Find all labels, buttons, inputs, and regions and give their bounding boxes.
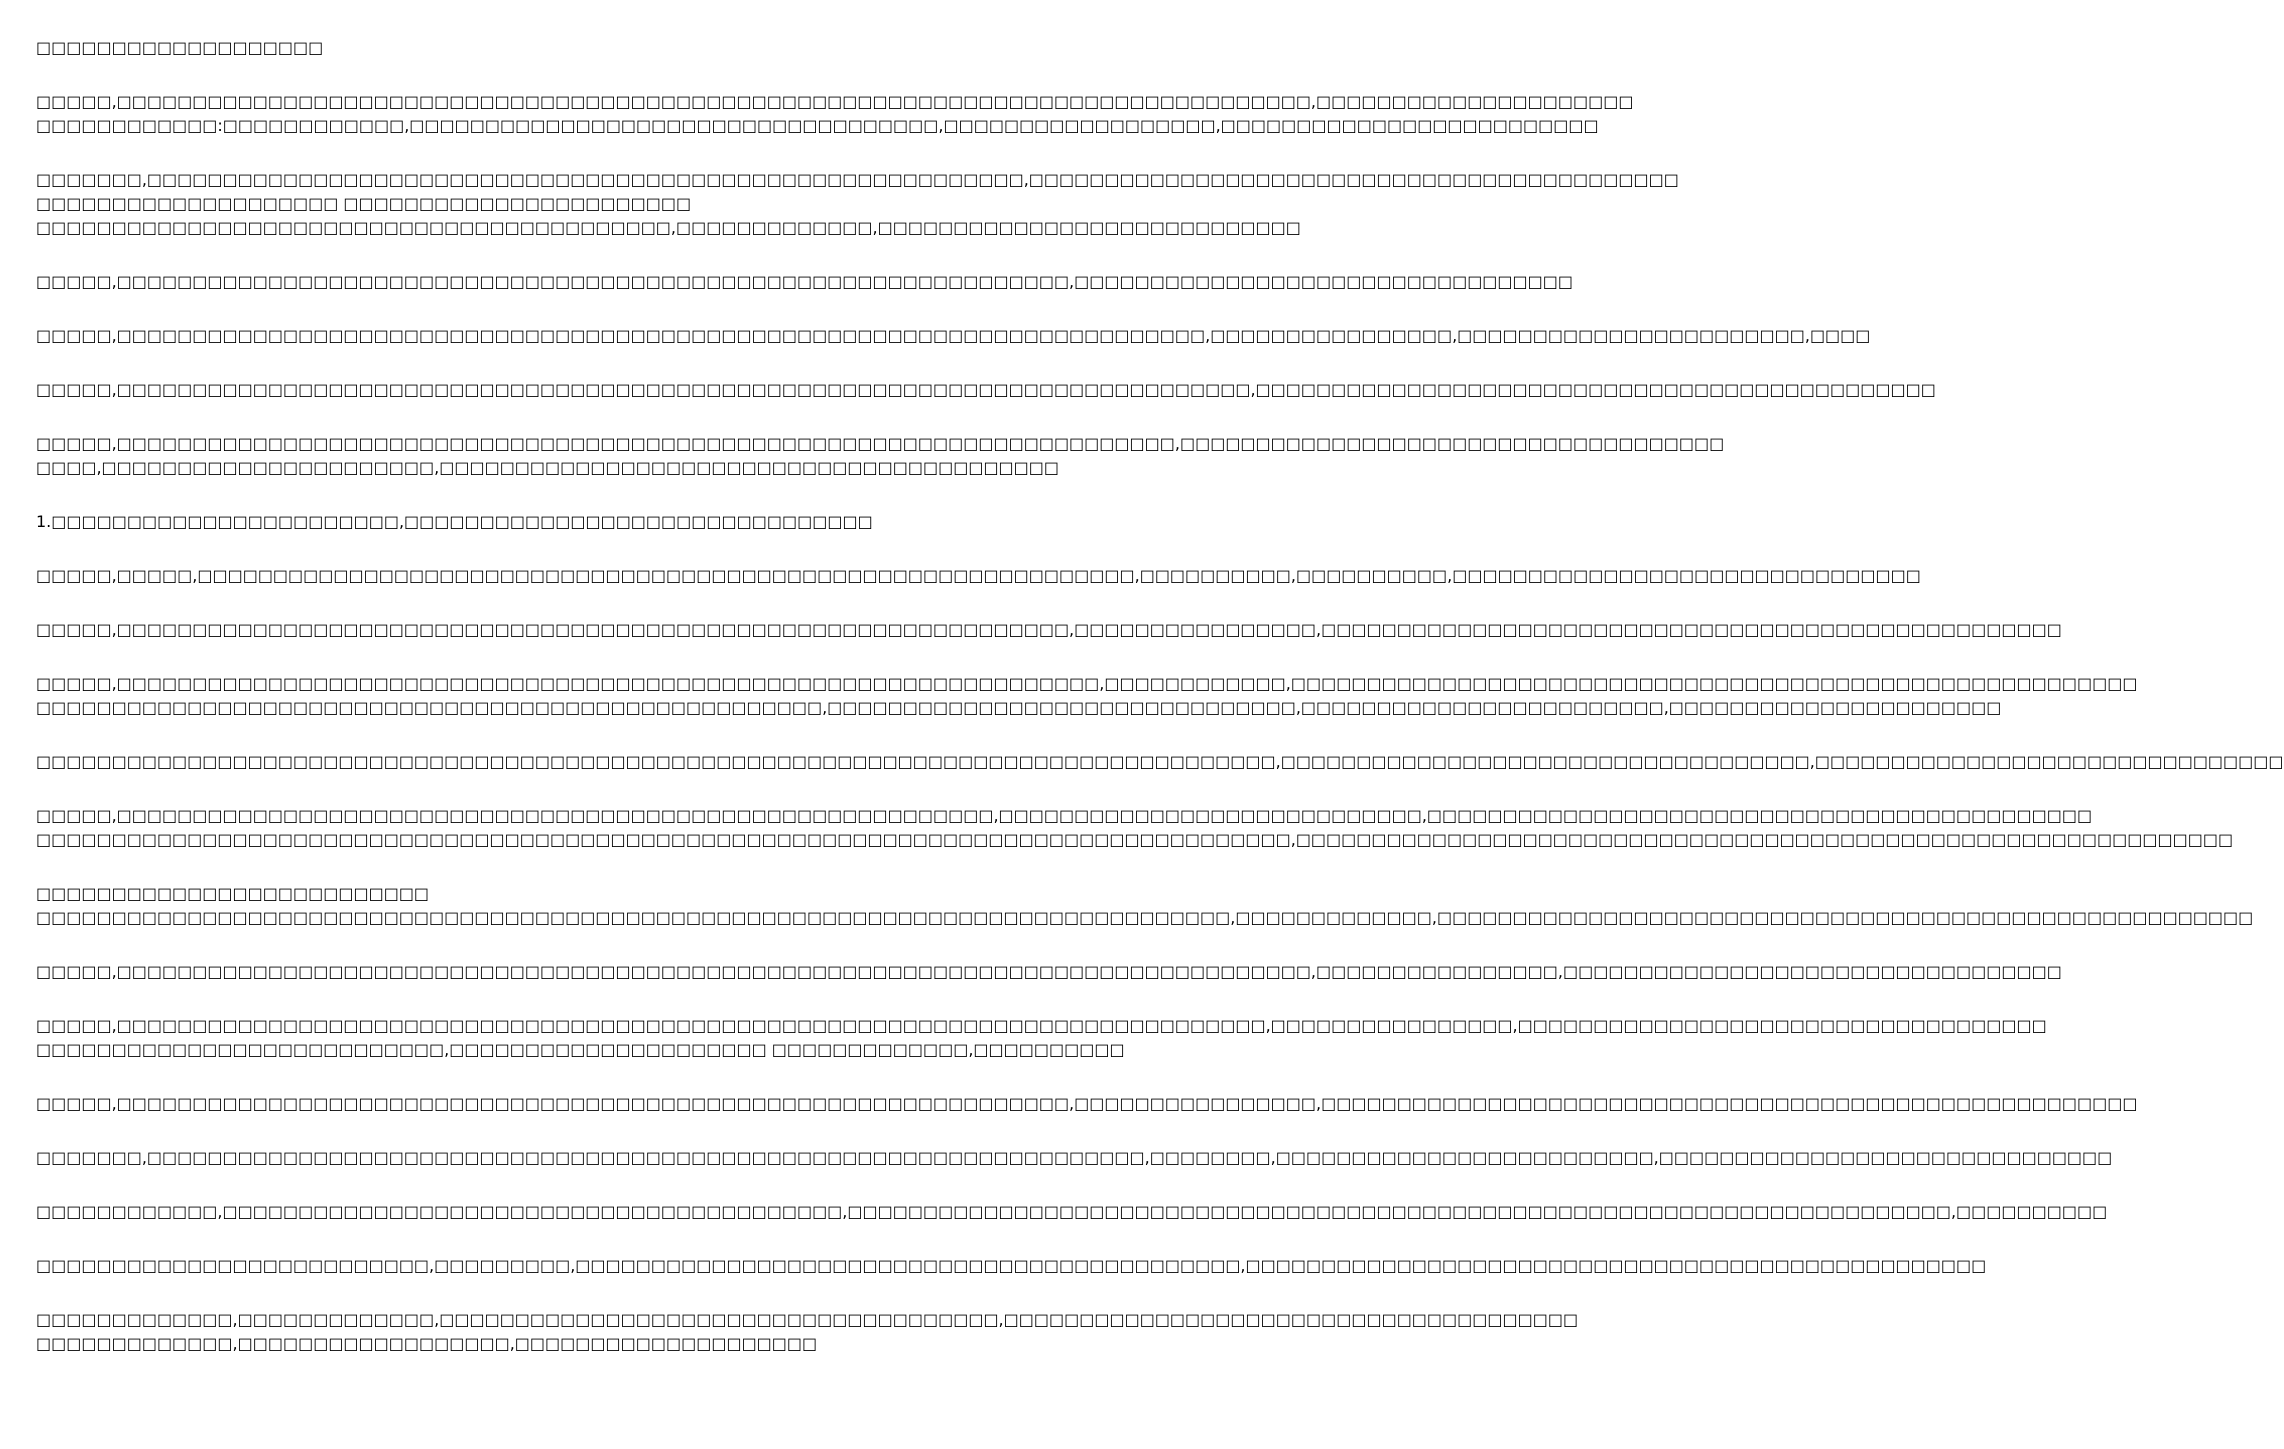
paragraph: [36, 960, 2062, 984]
text-line: □□□□□□□□□□□□□□□□□□□□ □□□□□□□□□□□□□□□□□□□□□□□: [36, 194, 692, 213]
paragraph: [36, 168, 1679, 240]
text-line: □□□□□,□□□□□□□□□□□□□□□□□□□□□□□□□□□□□□□□□□□□□□□□□□□□□□□□□□□□□□□□□□□□□□□□□□□□□□□□□□□□□□□,□□□□□□□□□□□□□□□□□□□□□: [36, 92, 1634, 111]
text-line: □□□□□,□□□□□□□□□□□□□□□□□□□□□□□□□□□□□□□□□□□□□□□□□□□□□□□□□□□□□□□□□□□□□□□□□□□□□□□□□□□□□□□,□□□□□□□□□□□□□□□□,□□□□□□□□□□□□□□□□□□□□□□□□□□□□□□□□□: [36, 962, 2062, 981]
text-line: □□□□□,□□□□□,□□□□□□□□□□□□□□□□□□□□□□□□□□□□□□□□□□□□□□□□□□□□□□□□□□□□□□□□□□□□□□,□□□□□□□□□□,□□□□□□□□□□,□□□□□□□□□□□□□□□□□□□□□□□□□□□□□□□: [36, 566, 1921, 585]
paragraph-gap: [36, 60, 990, 90]
paragraph: [36, 36, 990, 60]
text-line: □□□□□,□□□□□□□□□□□□□□□□□□□□□□□□□□□□□□□□□□□□□□□□□□□□□□□□□□□□□□□□□□□□□□□□□□□□□□□□□□□,□□□□□□□□□□□□□□□□□□□□□□□□□□□□□□□□□□□□□□□□□□□□□: [36, 380, 1936, 399]
paragraph: [36, 672, 2138, 720]
text-line: □□□□□,□□□□□□□□□□□□□□□□□□□□□□□□□□□□□□□□□□□□□□□□□□□□□□□□□□□□□□□□□□□□□□□,□□□□□□□□□□□□□□□□,□□□□□□□□□□□□□□□□□□□□□□□□□□□□□□□□□□□□□□□□□□□□□□□□□: [36, 620, 2062, 639]
paragraph: [36, 750, 2284, 774]
paragraph: [36, 1200, 2108, 1224]
text-line: □□□□□□□□□□□□□,□□□□□□□□□□□□□,□□□□□□□□□□□□□□□□□□□□□□□□□□□□□□□□□□□□□,□□□□□□□□□□□□□□□□□□□□□□□□□□□□□□□□□□□□□□: [36, 1310, 1579, 1329]
text-line: □□□□□□□□□□□□□□□□□□□□□□□□□□□□□□□□□□□□□□□□□□□□□□□□□□□□,□□□□□□□□□□□□□□□□□□□□□□□□□□□□□□□,□□□□□□□□□□□□□□□□□□□□□□□□,□□□□□□□□□□□□□□□□□□□□□□: [36, 698, 2002, 717]
paragraph-gap: [36, 480, 990, 510]
paragraph-gap: [36, 930, 990, 960]
paragraph-gap: [36, 240, 990, 270]
paragraph-gap: [36, 1278, 990, 1308]
text-line: □□□□□□□□□□□□□□□□□□□□□□□□□□: [36, 884, 430, 903]
paragraph: [36, 378, 1936, 402]
text-line: □□□□□□□,□□□□□□□□□□□□□□□□□□□□□□□□□□□□□□□□□□□□□□□□□□□□□□□□□□□□□□□□□□□□□□□□□□,□□□□□□□□,□□□□□□□□□□□□□□□□□□□□□□□□□,□□□□□□□□□□□□□□□□□□□□□□□□□□□□□□: [36, 1148, 2113, 1167]
paragraph-gap: [36, 534, 990, 564]
paragraph-gap: [36, 1224, 990, 1254]
text-line: □□□□□□□□□□□□□□□□□□□□□□□□□□□□□□□□□□□□□□□□□□□□□□□□□□□□□□□□□□□□□□□□□□□□□□□□□□□□□□□,□□□□□□□□□□□□□,□□□□□□□□□□□□□□□□□□□□□□□□□□□□□□□□□□□□□□□□□□□□□□□□□□□□□□: [36, 908, 2254, 927]
paragraph-gap: [36, 138, 990, 168]
paragraph: [36, 1308, 1579, 1356]
text-line: □□□□□□□□□□□□□□□□□□□□□□□□□□,□□□□□□□□□,□□□□□□□□□□□□□□□□□□□□□□□□□□□□□□□□□□□□□□□□□□□□,□□□□□□□□□□□□□□□□□□□□□□□□□□□□□□□□□□□□□□□□□□□□□□□□□: [36, 1256, 1987, 1275]
text-line: □□□□□,□□□□□□□□□□□□□□□□□□□□□□□□□□□□□□□□□□□□□□□□□□□□□□□□□□□□□□□□□□□□□□□,□□□□□□□□□□□□□□□□□□□□□□□□□□□□□□□□□: [36, 272, 1574, 291]
paragraph: [36, 1014, 2047, 1062]
paragraph: [36, 1146, 2113, 1170]
text-line: □□□□□□□,□□□□□□□□□□□□□□□□□□□□□□□□□□□□□□□□□□□□□□□□□□□□□□□□□□□□□□□□□□,□□□□□□□□□□□□□□□□□□□□□□□□□□□□□□□□□□□□□□□□□□□: [36, 170, 1679, 189]
text-line: □□□□□,□□□□□□□□□□□□□□□□□□□□□□□□□□□□□□□□□□□□□□□□□□□□□□□□□□□□□□□□□□□□□□□□□□□□□□,□□□□□□□□□□□□□□□□□□□□□□□□□□□□□□□□□□□□: [36, 434, 1725, 453]
paragraph: [36, 432, 1725, 480]
paragraph: [36, 1092, 2138, 1116]
paragraph-gap: [36, 1170, 990, 1200]
paragraph-gap: [36, 984, 990, 1014]
text-line: □□□□□□□□□□□□□□□□□□□□□□□□□□□,□□□□□□□□□□□□□□□□□□□□□ □□□□□□□□□□□□□,□□□□□□□□□□: [36, 1040, 1125, 1059]
paragraph-gap: [36, 720, 990, 750]
text-line: □□□□□□□□□□□□:□□□□□□□□□□□□,□□□□□□□□□□□□□□□□□□□□□□□□□□□□□□□□□□□,□□□□□□□□□□□□□□□□□□,□□□□□□□□□□□□□□□□□□□□□□□□□: [36, 116, 1599, 135]
paragraph-gap: [36, 774, 990, 804]
paragraph-gap: [36, 402, 990, 432]
paragraph-gap: [36, 348, 990, 378]
text-line: □□□□□□□□□□□□,□□□□□□□□□□□□□□□□□□□□□□□□□□□□□□□□□□□□□□□□□,□□□□□□□□□□□□□□□□□□□□□□□□□□□□□□□□□□□□□□□□□□□□□□□□□□□□□□□□□□□□□□□□□□□□□□□□□,□□□□□□□□□□: [36, 1202, 2108, 1221]
paragraph: [36, 804, 2234, 852]
text-line: □□□□,□□□□□□□□□□□□□□□□□□□□□□,□□□□□□□□□□□□□□□□□□□□□□□□□□□□□□□□□□□□□□□□□: [36, 458, 1060, 477]
text-line: □□□□□□□□□□□□□,□□□□□□□□□□□□□□□□□□,□□□□□□□□□□□□□□□□□□□□: [36, 1334, 818, 1353]
text-line: □□□□□,□□□□□□□□□□□□□□□□□□□□□□□□□□□□□□□□□□□□□□□□□□□□□□□□□□□□□□□□□□□□□□□□□□□□□□□□□□□□,□□□□□□□□□□□□□□□□,□□□□□□□□□□□□□□□□□□□□□□□□□□□□□□□□□□□: [36, 1016, 2047, 1035]
paragraph: [36, 564, 1921, 588]
paragraph: [36, 618, 2062, 642]
paragraph: [36, 270, 1574, 294]
paragraph-gap: [36, 852, 990, 882]
paragraph: [36, 90, 1634, 138]
paragraph: [36, 1254, 1987, 1278]
text-line: □□□□□□□□□□□□□□□□□□□□□□□□□□□□□□□□□□□□□□□□□□□□□□□□□□□□□□□□□□□□□□□□□□□□□□□□□□□□□□□□□□,□□□□□□□□□□□□□□□□□□□□□□□□□□□□□□□□□□□,□□□□□□□□□□□□□□□□□□□□□□□□□□□□□□□: [36, 752, 2284, 771]
paragraph-gap: [36, 294, 990, 324]
text-line: □□□□□□□□□□□□□□□□□□□□□□□□□□□□□□□□□□□□□□□□□□□□□□□□□□□□□□□□□□□□□□□□□□□□□□□□□□□□□□□□□□□,□□□□□□□□□□□□□□□□□□□□□□□□□□□□□□□□□□□□□□□□□□□□□□□□□□□□□□□□□□□□□□: [36, 830, 2234, 849]
text-line: □□□□□□□□□□□□□□□□□□□: [36, 38, 324, 57]
paragraph-gap: [36, 642, 990, 672]
text-line: □□□□□,□□□□□□□□□□□□□□□□□□□□□□□□□□□□□□□□□□□□□□□□□□□□□□□□□□□□□□□□□□□□□□□□□□□□□□□□,□□□□□□□□□□□□□□□□,□□□□□□□□□□□□□□□□□□□□□□□,□□□□: [36, 326, 1871, 345]
text-line: □□□□□□□□□□□□□□□□□□□□□□□□□□□□□□□□□□□□□□□□□□,□□□□□□□□□□□□□,□□□□□□□□□□□□□□□□□□□□□□□□□□□□: [36, 218, 1301, 237]
paragraph-gap: [36, 588, 990, 618]
paragraph-gap: [36, 1116, 990, 1146]
paragraph: [36, 324, 1871, 348]
paragraph-gap: [36, 1062, 990, 1092]
document-page: [36, 36, 2284, 1426]
paragraph: [36, 882, 2254, 930]
text-line: □□□□□,□□□□□□□□□□□□□□□□□□□□□□□□□□□□□□□□□□□□□□□□□□□□□□□□□□□□□□□□□□□□□□□□□,□□□□□□□□□□□□,□□□□□□□□□□□□□□□□□□□□□□□□□□□□□□□□□□□□□□□□□□□□□□□□□□□□□□□□: [36, 674, 2138, 693]
text-line: □□□□□,□□□□□□□□□□□□□□□□□□□□□□□□□□□□□□□□□□□□□□□□□□□□□□□□□□□□□□□□□□□□□□□,□□□□□□□□□□□□□□□□,□□□□□□□□□□□□□□□□□□□□□□□□□□□□□□□□□□□□□□□□□□□□□□□□□□□□□□: [36, 1094, 2138, 1113]
text-line: □□□□□,□□□□□□□□□□□□□□□□□□□□□□□□□□□□□□□□□□□□□□□□□□□□□□□□□□□□□□□□□□,□□□□□□□□□□□□□□□□□□□□□□□□□□□□,□□□□□□□□□□□□□□□□□□□□□□□□□□□□□□□□□□□□□□□□□□□□: [36, 806, 2093, 825]
paragraph: [36, 510, 990, 534]
text-line: 1.□□□□□□□□□□□□□□□□□□□□□□□,□□□□□□□□□□□□□□□□□□□□□□□□□□□□□□□: [36, 512, 873, 531]
